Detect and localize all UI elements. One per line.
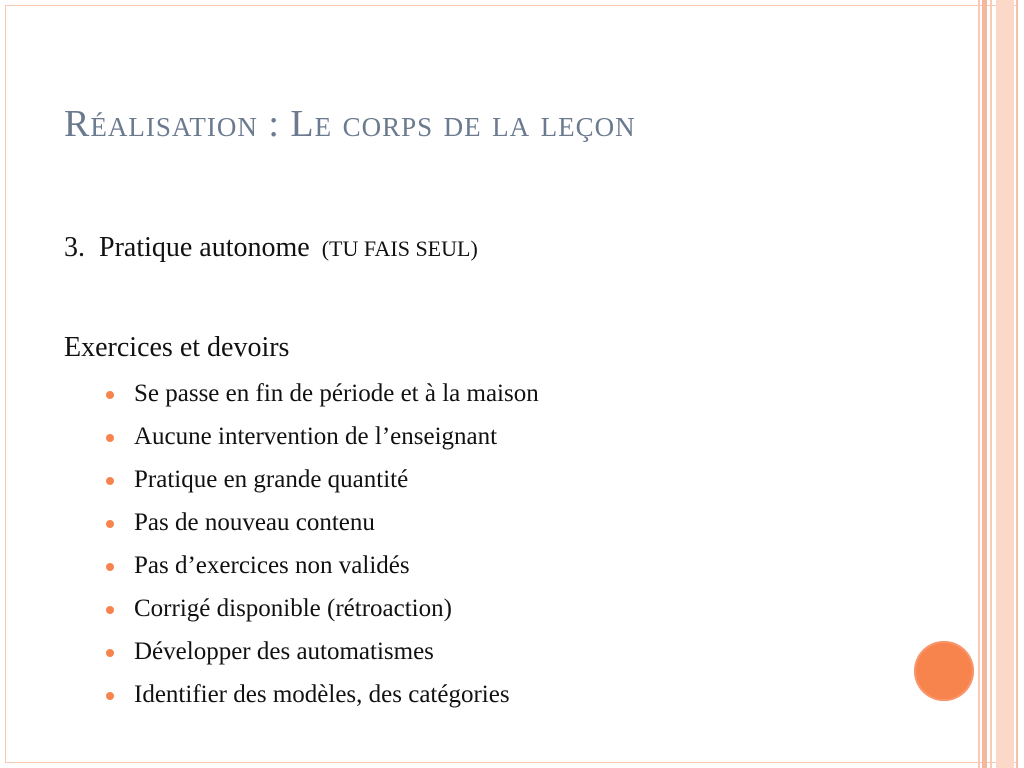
- slide-title: Réalisation : Le corps de la leçon: [64, 103, 636, 145]
- numbered-point: [64, 232, 478, 264]
- bullet-text: Pas d’exercices non validés: [134, 552, 410, 579]
- list-item: [100, 506, 539, 549]
- list-item: [100, 463, 539, 506]
- list-item: [100, 549, 539, 592]
- list-item: [100, 678, 539, 721]
- bullet-icon: [106, 563, 114, 571]
- bullet-icon: [106, 692, 114, 700]
- bullet-text: Aucune intervention de l’enseignant: [134, 423, 498, 450]
- point-label: Pratique autonome: [99, 232, 310, 263]
- bullet-list: [100, 377, 539, 721]
- bullet-icon: [106, 477, 114, 485]
- bullet-text: Pratique en grande quantité: [134, 466, 409, 493]
- decorative-stripe: [990, 0, 992, 768]
- list-item: [100, 377, 539, 420]
- decorative-stripe: [978, 0, 980, 768]
- list-item: [100, 635, 539, 678]
- bullet-text: Développer des automatismes: [134, 638, 434, 665]
- bullet-icon: [106, 649, 114, 657]
- bullet-text: Pas de nouveau contenu: [134, 509, 375, 536]
- bullet-icon: [106, 520, 114, 528]
- bullet-text: Se passe en fin de période et à la maison: [134, 380, 539, 407]
- section-heading: Exercices et devoirs: [64, 332, 290, 363]
- decorative-stripe: [1016, 0, 1018, 768]
- bullet-icon: [106, 434, 114, 442]
- bullet-icon: [106, 391, 114, 399]
- point-note: (TU FAIS SEUL): [321, 236, 478, 261]
- point-number: 3.: [64, 232, 85, 263]
- list-item: [100, 420, 539, 463]
- bullet-text: Identifier des modèles, des catégories: [134, 681, 510, 708]
- bullet-text: Corrigé disponible (rétroaction): [134, 595, 452, 622]
- decorative-stripe: [996, 0, 1014, 768]
- bullet-icon: [106, 606, 114, 614]
- decorative-circle: [914, 641, 974, 701]
- decorative-stripe: [982, 0, 987, 768]
- list-item: [100, 592, 539, 635]
